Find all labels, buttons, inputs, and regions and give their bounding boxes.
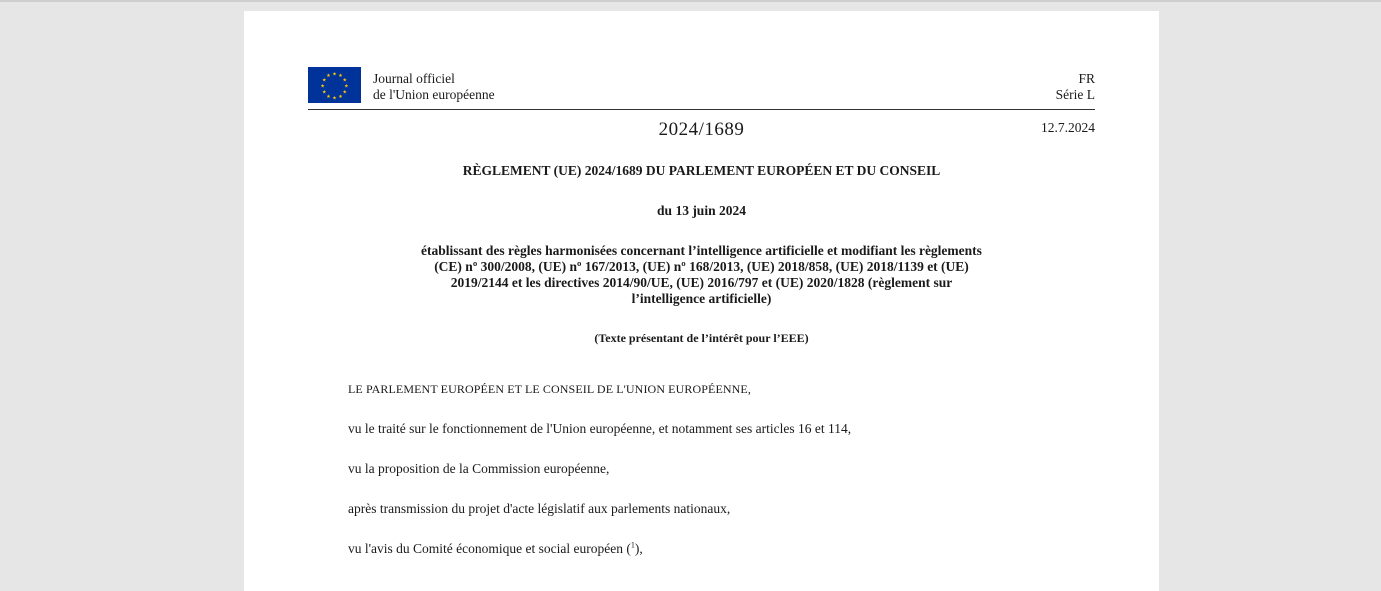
citation-tail: ), — [634, 541, 643, 556]
series-info — [1056, 71, 1095, 103]
journal-name — [373, 71, 495, 103]
svg-text:★: ★ — [326, 93, 331, 100]
journal-line-2: de l'Union européenne — [373, 87, 495, 102]
svg-text:★: ★ — [332, 95, 337, 102]
language-code: FR — [1078, 71, 1095, 86]
citation-paragraph: vu le traité sur le fonctionnement de l'Union européenne, et notamment ses articles 16 et 114, — [348, 421, 852, 436]
citation-paragraph: vu la proposition de la Commission européenne, — [348, 461, 610, 476]
subject-line: (CE) nº 300/2008, (UE) nº 167/2013, (UE) nº 168/2013, (UE) 2018/858, (UE) 2018/1139 et (UE) — [434, 259, 969, 274]
eu-flag-stars — [308, 67, 361, 103]
svg-text:★: ★ — [342, 77, 348, 84]
preamble: LE PARLEMENT EUROPÉEN ET LE CONSEIL DE L'UNION EUROPÉENNE, — [348, 382, 751, 396]
citation-paragraph-with-footnote — [348, 541, 643, 557]
svg-text:★: ★ — [320, 83, 325, 90]
citation-text: vu l'avis du Comité économique et social européen ( — [348, 541, 631, 556]
eea-relevance-note: (Texte présentant de l’intérêt pour l’EEE) — [594, 331, 809, 345]
subject-line: établissant des règles harmonisées concernant l’intelligence artificielle et modifiant les règlements — [421, 243, 982, 258]
subject-line: l’intelligence artificielle) — [631, 291, 772, 306]
header-divider — [308, 109, 1095, 110]
svg-text:★: ★ — [338, 73, 343, 79]
regulation-subject — [388, 243, 1015, 307]
svg-text:★: ★ — [321, 77, 327, 84]
regulation-date: du 13 juin 2024 — [657, 203, 746, 218]
svg-text:★: ★ — [332, 71, 337, 78]
svg-text:★: ★ — [326, 73, 331, 79]
svg-text:★: ★ — [344, 83, 349, 90]
regulation-title: RÈGLEMENT (UE) 2024/1689 DU PARLEMENT EUROPÉEN ET DU CONSEIL — [462, 163, 941, 178]
viewer-top-border — [0, 0, 1381, 2]
document-page — [244, 11, 1159, 591]
journal-line-1: Journal officiel — [373, 71, 455, 86]
svg-text:★: ★ — [338, 93, 343, 100]
subject-line: 2019/2144 et les directives 2014/90/UE, (UE) 2016/797 et (UE) 2020/1828 (règlement sur — [450, 275, 953, 290]
eu-flag-icon — [308, 67, 361, 103]
citation-paragraph: après transmission du projet d'acte législatif aux parlements nationaux, — [348, 501, 731, 516]
svg-text:★: ★ — [342, 89, 348, 96]
document-number: 2024/1689 — [658, 119, 745, 140]
publication-date: 12.7.2024 — [1041, 120, 1095, 135]
footnote-reference-link[interactable]: 1 — [630, 540, 635, 550]
svg-text:★: ★ — [321, 89, 327, 96]
series-label: Série L — [1055, 87, 1095, 102]
